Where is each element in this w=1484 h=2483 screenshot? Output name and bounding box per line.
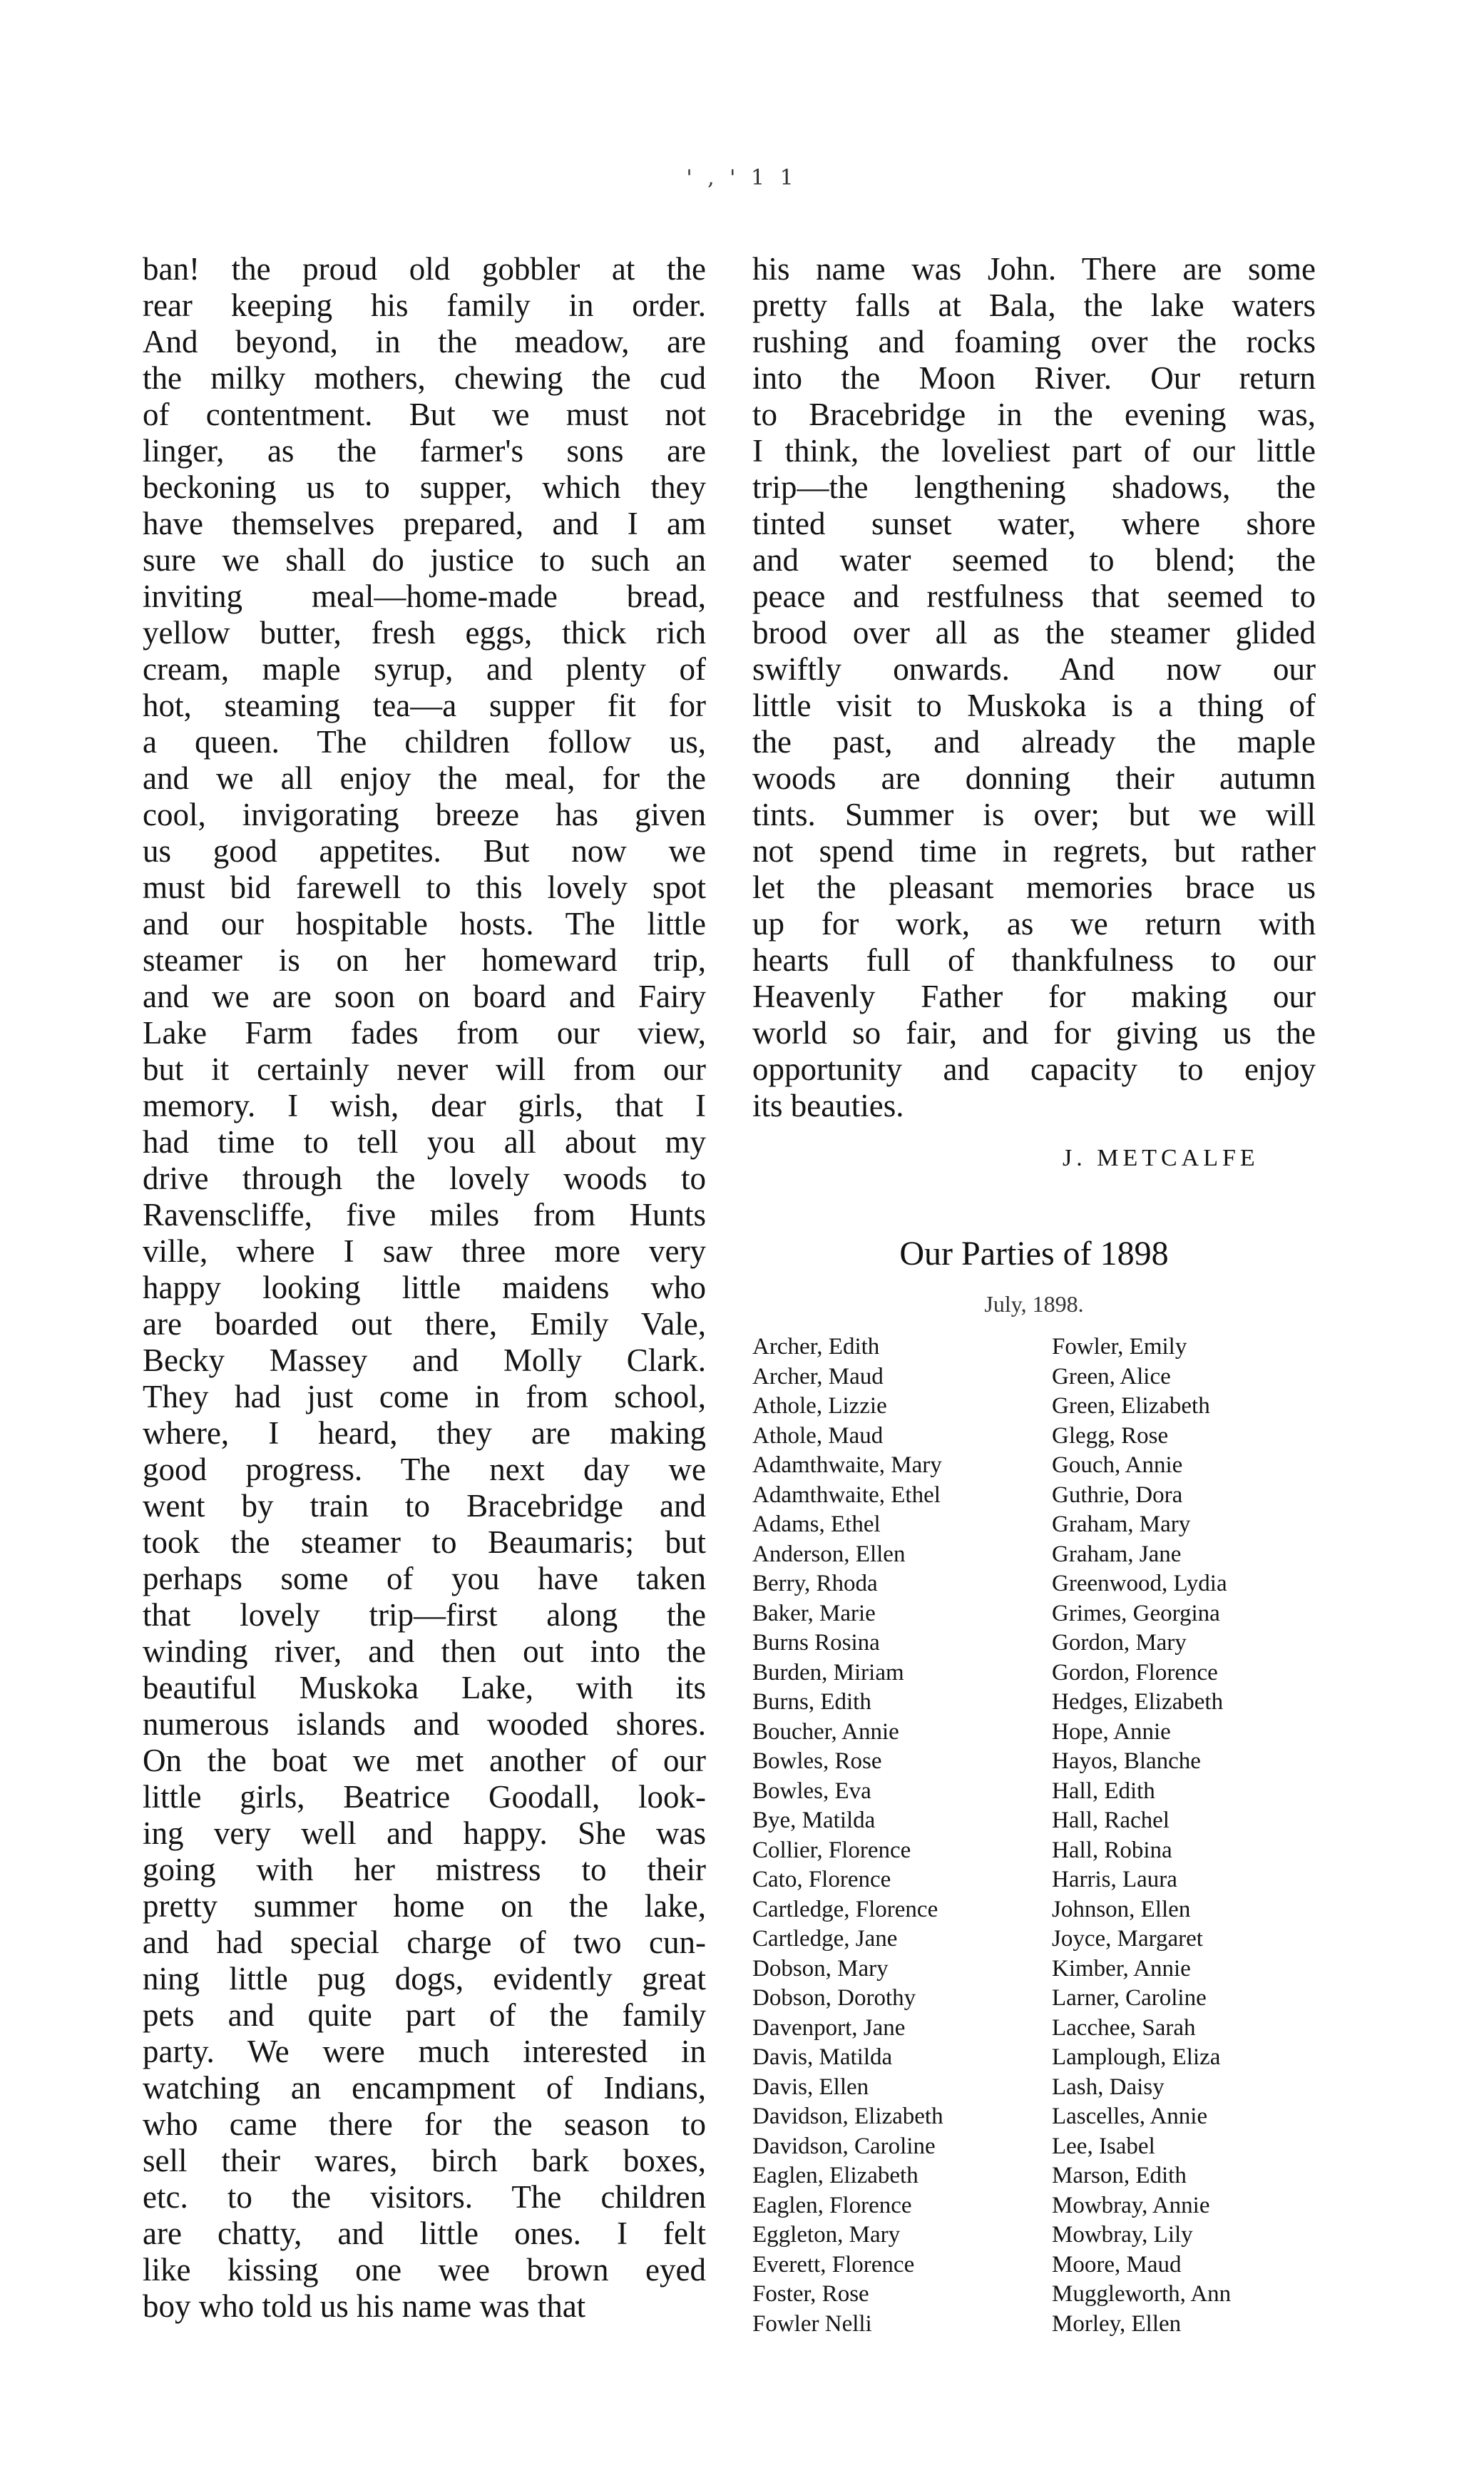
text-line: took the steamer to Beaumaris; but bbox=[143, 1524, 706, 1560]
name-entry: Fowler Nelli bbox=[752, 2310, 872, 2337]
name-entry: Hayos, Blanche bbox=[1052, 1748, 1201, 1774]
text-line: drive through the lovely woods to bbox=[143, 1161, 706, 1196]
text-line: On the boat we met another of our bbox=[143, 1743, 706, 1778]
text-line: little girls, Beatrice Goodall, look- bbox=[143, 1779, 706, 1815]
names-list bbox=[752, 1332, 1316, 2339]
name-entry: Davidson, Elizabeth bbox=[752, 2104, 943, 2129]
author-signature: J. METCALFE bbox=[1063, 1145, 1259, 1171]
text-line: the milky mothers, chewing the cud bbox=[143, 360, 706, 396]
name-entry: Anderson, Ellen bbox=[752, 1541, 906, 1567]
name-entry: Burns, Edith bbox=[752, 1689, 871, 1715]
text-line: perhaps some of you have taken bbox=[143, 1561, 706, 1596]
text-line: party. We were much interested in bbox=[143, 2034, 706, 2069]
name-entry: Athole, Maud bbox=[752, 1422, 884, 1449]
left-text-column bbox=[143, 251, 706, 2325]
name-entry: Hall, Robina bbox=[1052, 1837, 1172, 1863]
text-line: memory. I wish, dear girls, that I bbox=[143, 1088, 706, 1123]
name-entry: Harris, Laura bbox=[1052, 1867, 1177, 1892]
text-line: cool, invigorating breeze has given bbox=[143, 797, 706, 832]
name-entry: Lamplough, Eliza bbox=[1052, 2044, 1221, 2070]
name-entry: Hedges, Elizabeth bbox=[1052, 1689, 1224, 1715]
text-line: Ravenscliffe, five miles from Hunts bbox=[143, 1197, 706, 1233]
name-entry: Johnson, Ellen bbox=[1052, 1896, 1191, 1922]
text-line: are chatty, and little ones. I felt bbox=[143, 2216, 706, 2251]
text-line: of contentment. But we must not bbox=[143, 397, 706, 432]
name-entry: Bowles, Eva bbox=[752, 1778, 871, 1804]
name-entry: Eaglen, Florence bbox=[752, 2192, 912, 2218]
name-entry: Lascelles, Annie bbox=[1052, 2104, 1208, 2129]
text-line: us good appetites. But now we bbox=[143, 833, 706, 869]
text-line: sell their wares, birch bark boxes, bbox=[143, 2143, 706, 2178]
name-entry: Athole, Lizzie bbox=[752, 1393, 887, 1419]
text-line: its beauties. bbox=[752, 1088, 904, 1123]
text-line: and our hospitable hosts. The little bbox=[143, 906, 706, 942]
name-entry: Green, Elizabeth bbox=[1052, 1393, 1210, 1419]
text-line: opportunity and capacity to enjoy bbox=[752, 1051, 1316, 1087]
section-heading: Our Parties of 1898 bbox=[899, 1235, 1169, 1273]
name-entry: Adams, Ethel bbox=[752, 1511, 881, 1537]
text-line: up for work, as we return with bbox=[752, 906, 1316, 942]
name-entry: Davis, Matilda bbox=[752, 2044, 893, 2070]
text-line: the past, and already the maple bbox=[752, 724, 1316, 760]
name-entry: Lacchee, Sarah bbox=[1052, 2014, 1196, 2041]
text-line: cream, maple syrup, and plenty of bbox=[143, 651, 706, 687]
text-line: that lovely trip—first along the bbox=[143, 1597, 706, 1633]
name-entry: Adamthwaite, Mary bbox=[752, 1452, 942, 1478]
text-line: where, I heard, they are making bbox=[143, 1415, 706, 1451]
text-line: who came there for the season to bbox=[143, 2106, 706, 2142]
text-line: ban! the proud old gobbler at the bbox=[143, 251, 706, 287]
name-entry: Archer, Maud bbox=[752, 1363, 884, 1390]
name-entry: Gouch, Annie bbox=[1052, 1452, 1183, 1478]
text-line: to Bracebridge in the evening was, bbox=[752, 397, 1316, 432]
name-entry: Cato, Florence bbox=[752, 1867, 891, 1892]
text-line: rear keeping his family in order. bbox=[143, 287, 706, 323]
name-entry: Green, Alice bbox=[1052, 1363, 1171, 1390]
name-entry: Kimber, Annie bbox=[1052, 1955, 1191, 1982]
name-entry: Eaglen, Elizabeth bbox=[752, 2163, 918, 2188]
text-line: are boarded out there, Emily Vale, bbox=[143, 1306, 706, 1342]
section-date: July, 1898. bbox=[984, 1291, 1084, 1317]
text-line: but it certainly never will from our bbox=[143, 1051, 706, 1087]
text-line: beautiful Muskoka Lake, with its bbox=[143, 1670, 706, 1706]
name-entry: Guthrie, Dora bbox=[1052, 1482, 1183, 1508]
text-line: inviting meal—home-made bread, bbox=[143, 578, 706, 614]
text-line: winding river, and then out into the bbox=[143, 1633, 706, 1669]
text-line: happy looking little maidens who bbox=[143, 1270, 706, 1305]
text-line: and we are soon on board and Fairy bbox=[143, 979, 706, 1014]
text-line: numerous islands and wooded shores. bbox=[143, 1706, 706, 1742]
name-entry: Hall, Edith bbox=[1052, 1778, 1155, 1804]
name-entry: Fowler, Emily bbox=[1052, 1334, 1187, 1360]
name-entry: Dobson, Dorothy bbox=[752, 1985, 916, 2011]
name-entry: Archer, Edith bbox=[752, 1334, 880, 1360]
name-entry: Collier, Florence bbox=[752, 1837, 911, 1863]
name-entry: Cartledge, Jane bbox=[752, 1926, 898, 1952]
text-line: pretty falls at Bala, the lake waters bbox=[752, 287, 1316, 323]
text-line: swiftly onwards. And now our bbox=[752, 651, 1316, 687]
page-folio: ' , ' 1 1 bbox=[686, 165, 798, 190]
text-line: must bid farewell to this lovely spot bbox=[143, 870, 706, 905]
text-line: Lake Farm fades from our view, bbox=[143, 1015, 706, 1051]
name-entry: Burden, Miriam bbox=[752, 1659, 904, 1686]
text-line: ning little pug dogs, evidently great bbox=[143, 1961, 706, 1997]
name-entry: Bowles, Rose bbox=[752, 1748, 882, 1774]
text-line: good progress. The next day we bbox=[143, 1452, 706, 1487]
name-entry: Adamthwaite, Ethel bbox=[752, 1482, 941, 1508]
name-entry: Boucher, Annie bbox=[752, 1718, 899, 1745]
name-entry: Gordon, Florence bbox=[1052, 1659, 1218, 1686]
text-line: And beyond, in the meadow, are bbox=[143, 324, 706, 360]
text-line: linger, as the farmer's sons are bbox=[143, 433, 706, 469]
name-entry: Gordon, Mary bbox=[1052, 1630, 1187, 1656]
names-column-1 bbox=[752, 1332, 1052, 2339]
name-entry: Lee, Isabel bbox=[1052, 2133, 1155, 2159]
text-line: hearts full of thankfulness to our bbox=[752, 942, 1316, 978]
text-line: not spend time in regrets, but rather bbox=[752, 833, 1316, 869]
name-entry: Moore, Maud bbox=[1052, 2251, 1182, 2278]
text-line: boy who told us his name was that bbox=[143, 2288, 586, 2324]
name-entry: Davenport, Jane bbox=[752, 2014, 906, 2041]
text-line: a queen. The children follow us, bbox=[143, 724, 706, 760]
text-line: brood over all as the steamer glided bbox=[752, 615, 1316, 651]
text-line: rushing and foaming over the rocks bbox=[752, 324, 1316, 360]
name-entry: Berry, Rhoda bbox=[752, 1571, 878, 1596]
text-line: sure we shall do justice to such an bbox=[143, 542, 706, 578]
text-line: ing very well and happy. She was bbox=[143, 1815, 706, 1851]
name-entry: Dobson, Mary bbox=[752, 1955, 889, 1982]
name-entry: Glegg, Rose bbox=[1052, 1422, 1169, 1449]
name-entry: Grimes, Georgina bbox=[1052, 1600, 1220, 1626]
text-line: have themselves prepared, and I am bbox=[143, 506, 706, 541]
name-entry: Mowbray, Annie bbox=[1052, 2192, 1210, 2218]
text-line: Becky Massey and Molly Clark. bbox=[143, 1342, 706, 1378]
name-entry: Davis, Ellen bbox=[752, 2074, 869, 2100]
text-line: like kissing one wee brown eyed bbox=[143, 2252, 706, 2288]
name-entry: Marson, Edith bbox=[1052, 2163, 1187, 2188]
name-entry: Graham, Jane bbox=[1052, 1541, 1182, 1567]
text-line: pretty summer home on the lake, bbox=[143, 1888, 706, 1924]
text-line: tinted sunset water, where shore bbox=[752, 506, 1316, 541]
text-line: hot, steaming tea—a supper fit for bbox=[143, 688, 706, 723]
right-text-column bbox=[752, 251, 1316, 1124]
text-line: world so fair, and for giving us the bbox=[752, 1015, 1316, 1051]
name-entry: Morley, Ellen bbox=[1052, 2310, 1182, 2337]
name-entry: Cartledge, Florence bbox=[752, 1896, 938, 1922]
name-entry: Burns Rosina bbox=[752, 1630, 880, 1656]
text-line: let the pleasant memories brace us bbox=[752, 870, 1316, 905]
names-column-2 bbox=[1052, 1332, 1316, 2339]
text-line: etc. to the visitors. The children bbox=[143, 2179, 706, 2215]
text-line: his name was John. There are some bbox=[752, 251, 1316, 287]
text-line: ville, where I saw three more very bbox=[143, 1233, 706, 1269]
text-line: steamer is on her homeward trip, bbox=[143, 942, 706, 978]
text-line: Heavenly Father for making our bbox=[752, 979, 1316, 1014]
text-line: into the Moon River. Our return bbox=[752, 360, 1316, 396]
name-entry: Baker, Marie bbox=[752, 1600, 876, 1626]
text-line: trip—the lengthening shadows, the bbox=[752, 469, 1316, 505]
name-entry: Foster, Rose bbox=[752, 2281, 869, 2307]
name-entry: Lash, Daisy bbox=[1052, 2074, 1165, 2100]
text-line: beckoning us to supper, which they bbox=[143, 469, 706, 505]
name-entry: Hope, Annie bbox=[1052, 1718, 1171, 1745]
text-line: and we all enjoy the meal, for the bbox=[143, 760, 706, 796]
name-entry: Graham, Mary bbox=[1052, 1511, 1191, 1537]
name-entry: Mowbray, Lily bbox=[1052, 2222, 1193, 2248]
name-entry: Everett, Florence bbox=[752, 2251, 915, 2278]
text-line: watching an encampment of Indians, bbox=[143, 2070, 706, 2106]
text-line: yellow butter, fresh eggs, thick rich bbox=[143, 615, 706, 651]
name-entry: Joyce, Margaret bbox=[1052, 1926, 1203, 1952]
text-line: and had special charge of two cun- bbox=[143, 1924, 706, 1960]
text-line: going with her mistress to their bbox=[143, 1852, 706, 1887]
text-line: woods are donning their autumn bbox=[752, 760, 1316, 796]
name-entry: Davidson, Caroline bbox=[752, 2133, 936, 2159]
name-entry: Bye, Matilda bbox=[752, 1808, 876, 1833]
name-entry: Eggleton, Mary bbox=[752, 2222, 901, 2248]
name-entry: Greenwood, Lydia bbox=[1052, 1571, 1227, 1596]
text-line: I think, the loveliest part of our little bbox=[752, 433, 1316, 469]
name-entry: Hall, Rachel bbox=[1052, 1808, 1170, 1833]
text-line: They had just come in from school, bbox=[143, 1379, 706, 1414]
text-line: and water seemed to blend; the bbox=[752, 542, 1316, 578]
name-entry: Muggleworth, Ann bbox=[1052, 2281, 1232, 2307]
name-entry: Larner, Caroline bbox=[1052, 1985, 1207, 2011]
text-line: went by train to Bracebridge and bbox=[143, 1488, 706, 1524]
text-line: tints. Summer is over; but we will bbox=[752, 797, 1316, 832]
text-line: peace and restfulness that seemed to bbox=[752, 578, 1316, 614]
text-line: had time to tell you all about my bbox=[143, 1124, 706, 1160]
text-line: little visit to Muskoka is a thing of bbox=[752, 688, 1316, 723]
text-line: pets and quite part of the family bbox=[143, 1997, 706, 2033]
